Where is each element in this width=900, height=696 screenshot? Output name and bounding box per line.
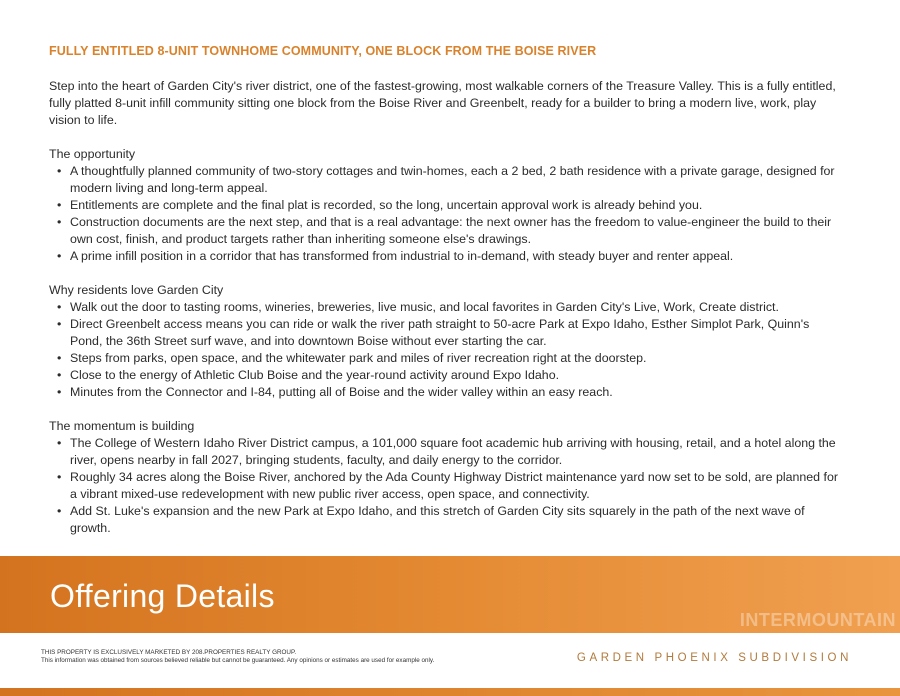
disclaimer: [41, 649, 434, 665]
banner-title: Offering Details: [50, 578, 275, 614]
section-title: The momentum is building: [49, 419, 195, 433]
listing-description: [49, 44, 839, 554]
list-item: • A thoughtfully planned community of two-story cottages and twin-homes, each a 2 bed, 2 bath residence with a private garage, designed for modern living and long-term appeal.: [49, 163, 839, 197]
disclaimer-line: This information was obtained from sources believed reliable but cannot be guaranteed. Any opinions or estimates are used for example only.: [41, 657, 435, 664]
section-title: Why residents love Garden City: [49, 283, 224, 297]
list-item: • Walk out the door to tasting rooms, wineries, breweries, live music, and local favorites in Garden City's Live, Work, Create district.: [49, 299, 839, 316]
list-item: • Entitlements are complete and the final plat is recorded, so the long, uncertain approval work is already behind you.: [49, 197, 839, 214]
page-footer: [0, 633, 900, 688]
offering-details-banner: [0, 556, 900, 633]
intro-paragraph: Step into the heart of Garden City's river district, one of the fastest-growing, most walkable corners of the Treasure Valley. This is a fully entitled, fully platted 8-unit infill community sitting one block from the Boise River and Greenbelt, ready for a builder to bring a modern live, work, play vision to life.: [49, 79, 836, 127]
bottom-accent-bar: [0, 688, 900, 696]
list-item: • Steps from parks, open space, and the whitewater park and miles of river recreation right at the doorstep.: [49, 350, 839, 367]
list-item: • The College of Western Idaho River District campus, a 101,000 square foot academic hub arriving with housing, retail, and a hotel along the river, opens nearby in fall 2027, bringing students, faculty, and daily energy to the corridor.: [49, 435, 839, 469]
list-item: • Close to the energy of Athletic Club Boise and the year-round activity around Expo Idaho.: [49, 367, 839, 384]
subdivision-name: GARDEN PHOENIX SUBDIVISION: [576, 652, 852, 664]
section-why-residents: [49, 282, 839, 401]
list-item: • Direct Greenbelt access means you can ride or walk the river path straight to 50-acre Park at Expo Idaho, Esther Simplot Park, Quinn's Pond, the 36th Street surf wave, and into downtown Boise without ever starting the car.: [49, 316, 839, 350]
bullet-list: [49, 435, 839, 537]
list-item: • Roughly 34 acres along the Boise River, anchored by the Ada County Highway District maintenance yard now set to be sold, are planned for a vibrant mixed-use redevelopment with new public river access, open space, and connectivity.: [49, 469, 839, 503]
section-title: The opportunity: [49, 147, 136, 161]
list-item: • Add St. Luke's expansion and the new Park at Expo Idaho, and this stretch of Garden City sits squarely in the path of the next wave of growth.: [49, 503, 839, 537]
list-item: • Minutes from the Connector and I-84, putting all of Boise and the wider valley within an easy reach.: [49, 384, 839, 401]
listing-headline: FULLY ENTITLED 8-UNIT TOWNHOME COMMUNITY, ONE BLOCK FROM THE BOISE RIVER: [49, 44, 597, 58]
list-item: • Construction documents are the next step, and that is a real advantage: the next owner has the freedom to value-engineer the build to their own cost, finish, and product targets rather than inheriting someone else's drawings.: [49, 214, 839, 248]
section-opportunity: [49, 146, 839, 265]
section-momentum: [49, 418, 839, 537]
bullet-list: [49, 163, 839, 265]
list-item: • A prime infill position in a corridor that has transformed from industrial to in-demand, with steady buyer and renter appeal.: [49, 248, 839, 265]
bullet-list: [49, 299, 839, 401]
disclaimer-line: THIS PROPERTY IS EXCLUSIVELY MARKETED BY 208.PROPERTIES REALTY GROUP.: [41, 649, 297, 656]
brand-watermark: INTERMOUNTAIN: [739, 610, 896, 630]
